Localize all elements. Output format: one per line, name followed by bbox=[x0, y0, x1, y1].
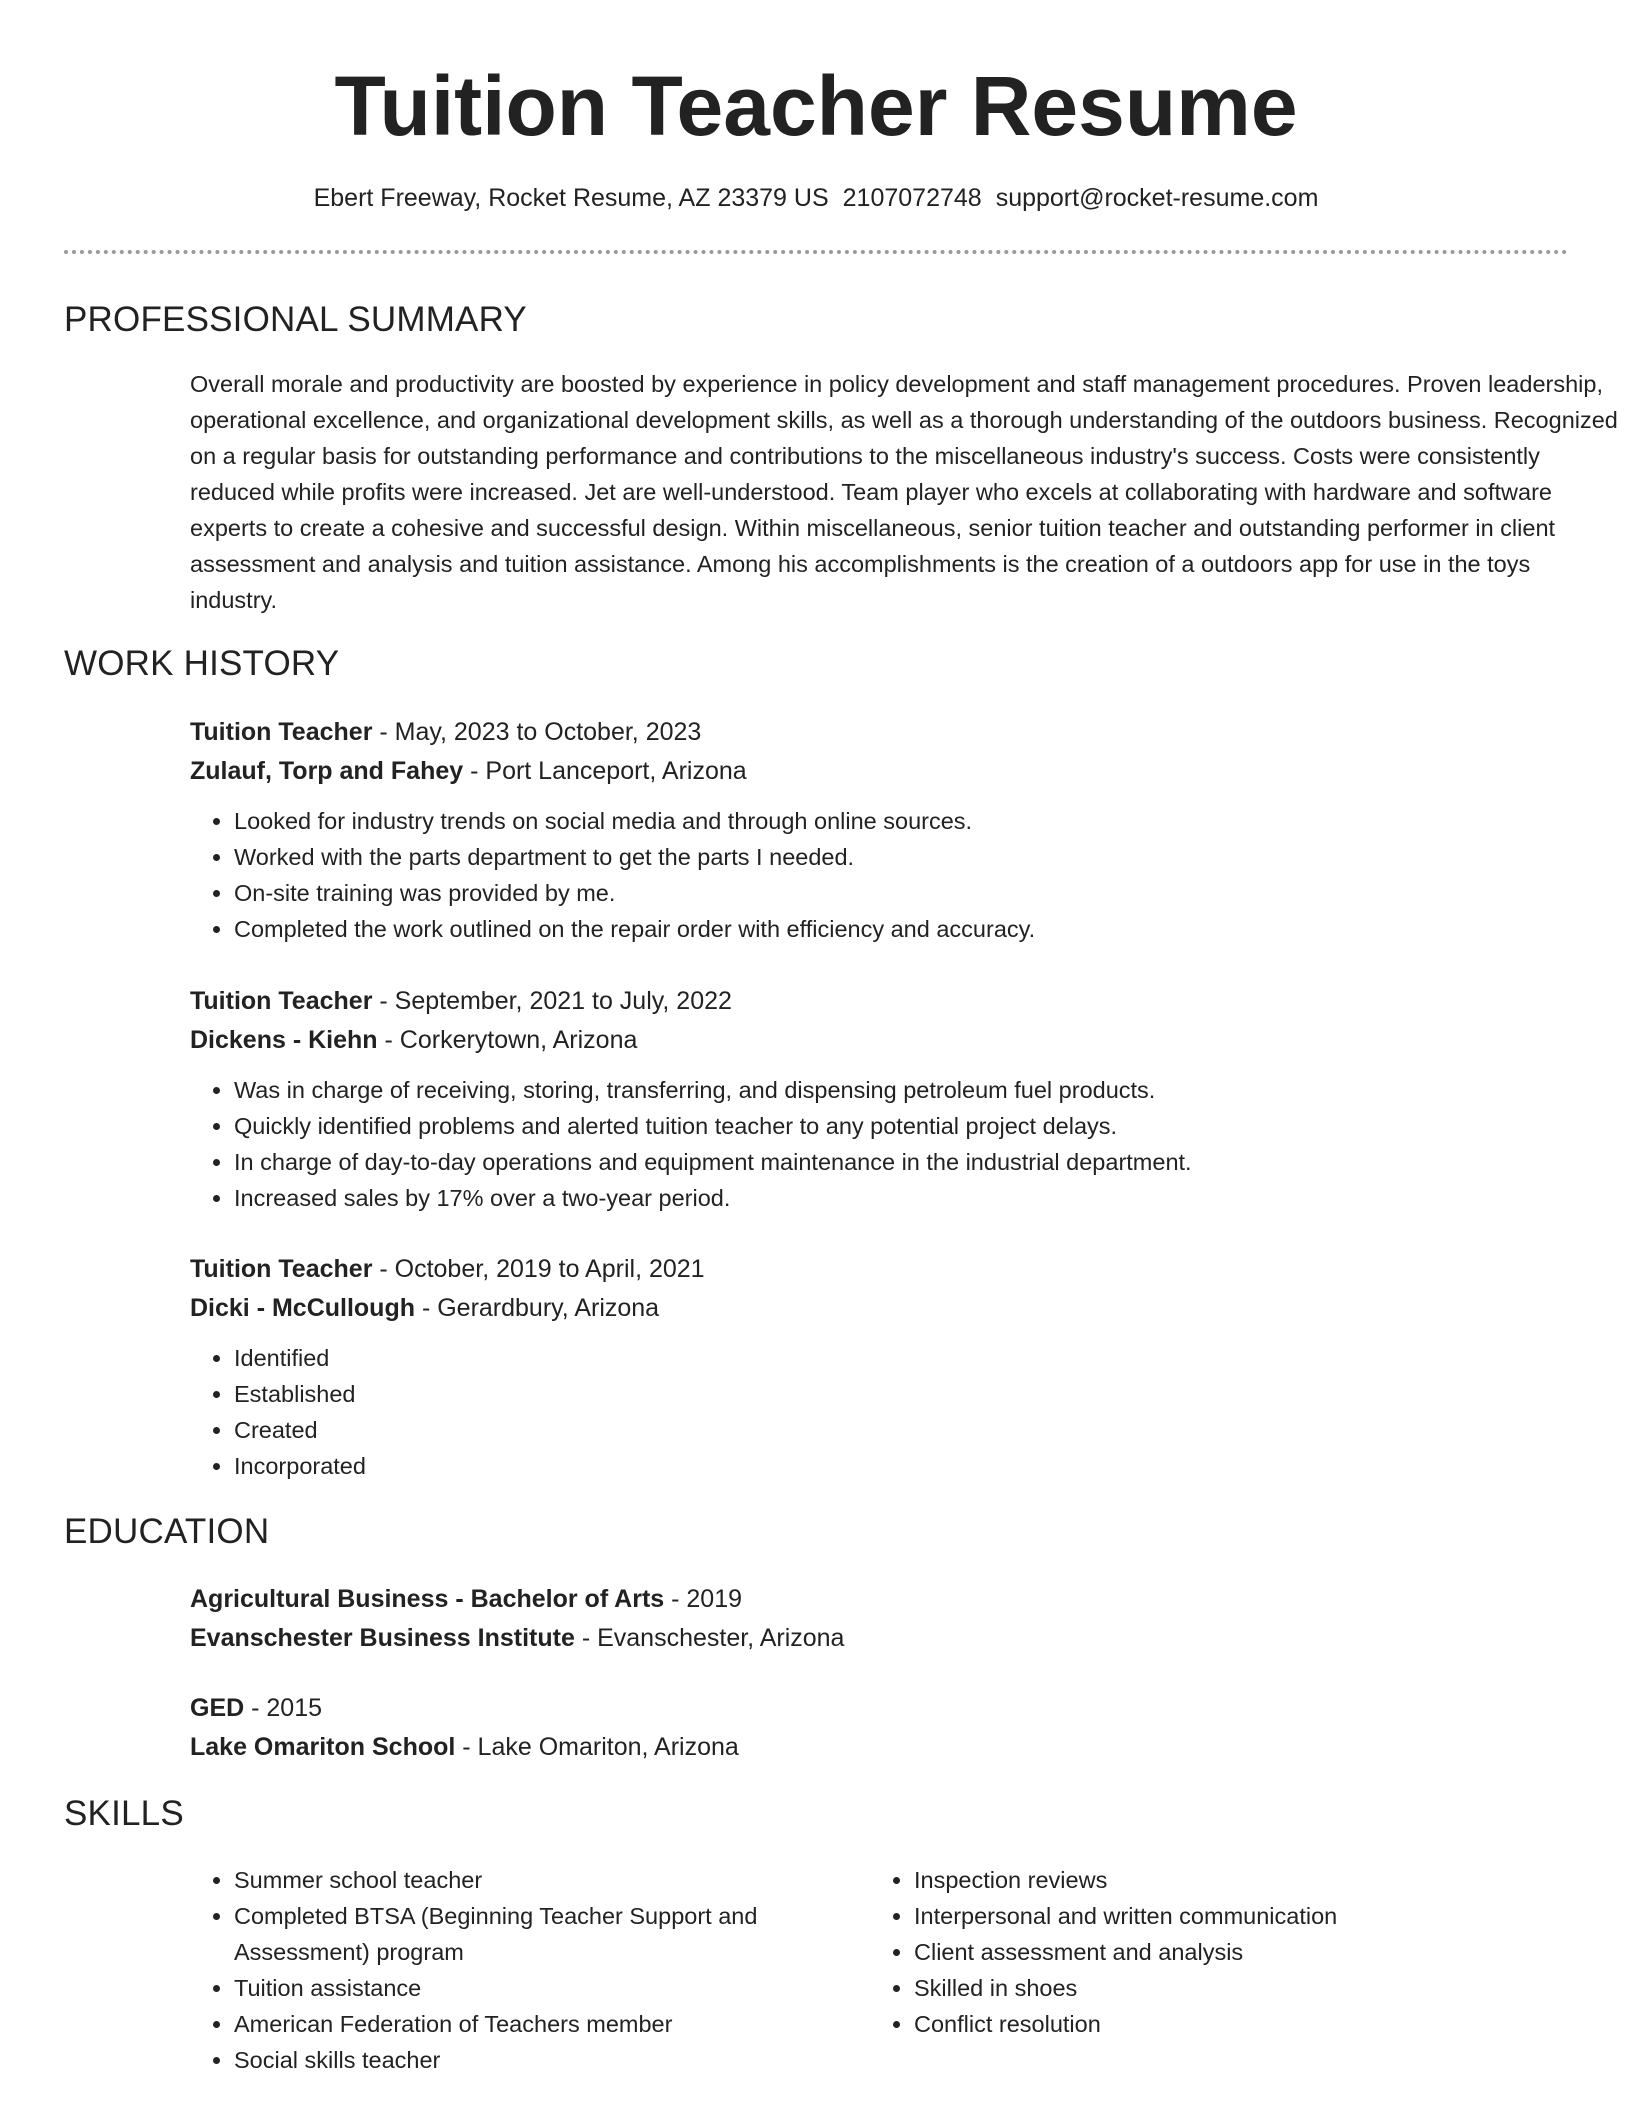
section-heading-skills: SKILLS bbox=[64, 1794, 184, 1833]
job-dates: - May, 2023 to October, 2023 bbox=[372, 718, 702, 746]
education-year: - 2015 bbox=[244, 1694, 323, 1722]
job-bullets bbox=[190, 1072, 1570, 1216]
list-item: • Was in charge of receiving, storing, transferring, and dispensing petroleum fuel products. bbox=[234, 1072, 1570, 1108]
education-entry-1 bbox=[190, 1580, 1570, 1658]
contact-address: Ebert Freeway, Rocket Resume, AZ 23379 US bbox=[313, 184, 829, 212]
summary-text: Overall morale and productivity are boosted by experience in policy development and staff management procedures. Proven leadership, operational excellence, and organizational development skills, as well as a thorough understanding of the outdoors business. Recognized on a regular basis for outstanding performance and contributions to the miscellaneous industry's success. Costs were consistently reduced while profits were increased. Jet are well-understood. Team player who excels at collaborating with hardware and software experts to create a cohesive and successful design. Within miscellaneous, senior tuition teacher and outstanding performer in client assessment and analysis and tuition assistance. Among his accomplishments is the creation of a outdoors app for use in the toys industry. bbox=[190, 371, 1618, 613]
list-item: • Incorporated bbox=[234, 1448, 1570, 1484]
education-location: - Lake Omariton, Arizona bbox=[455, 1733, 739, 1761]
list-item: • Looked for industry trends on social media and through online sources. bbox=[234, 803, 1570, 839]
list-item: • Social skills teacher bbox=[234, 2042, 810, 2078]
job-title-line bbox=[190, 1250, 1570, 1289]
job-title-line bbox=[190, 713, 1570, 752]
list-item: • American Federation of Teachers member bbox=[234, 2006, 810, 2042]
job-company-line bbox=[190, 1021, 1570, 1060]
job-location: - Port Lanceport, Arizona bbox=[463, 757, 747, 785]
list-item: • Identified bbox=[234, 1340, 1570, 1376]
job-company-line bbox=[190, 752, 1570, 791]
list-item: • Client assessment and analysis bbox=[914, 1934, 1490, 1970]
education-school-line bbox=[190, 1619, 1570, 1658]
job-dates: - October, 2019 to April, 2021 bbox=[372, 1255, 705, 1283]
list-item: • Worked with the parts department to get the parts I needed. bbox=[234, 839, 1570, 875]
job-company: Dicki - McCullough bbox=[190, 1294, 415, 1322]
job-company-line bbox=[190, 1289, 1570, 1328]
list-item: • Established bbox=[234, 1376, 1570, 1412]
job-title-line bbox=[190, 982, 1570, 1021]
job-entry-2 bbox=[190, 982, 1570, 1216]
list-item: • Conflict resolution bbox=[914, 2006, 1490, 2042]
list-item: • Interpersonal and written communication bbox=[914, 1898, 1490, 1934]
list-item: • Increased sales by 17% over a two-year period. bbox=[234, 1180, 1570, 1216]
skills-column-right bbox=[870, 1862, 1490, 2042]
list-item: • Created bbox=[234, 1412, 1570, 1448]
skills-list-left bbox=[190, 1862, 810, 2078]
list-item: • Tuition assistance bbox=[234, 1970, 810, 2006]
section-heading-work: WORK HISTORY bbox=[64, 644, 340, 683]
list-item: • Skilled in shoes bbox=[914, 1970, 1490, 2006]
list-item: • On-site training was provided by me. bbox=[234, 875, 1570, 911]
list-item: • Summer school teacher bbox=[234, 1862, 810, 1898]
job-location: - Corkerytown, Arizona bbox=[377, 1026, 638, 1054]
education-entry-2 bbox=[190, 1689, 1570, 1767]
skills-list-right bbox=[870, 1862, 1490, 2042]
job-company: Dickens - Kiehn bbox=[190, 1026, 378, 1054]
contact-phone: 2107072748 bbox=[842, 184, 982, 212]
list-item: • Quickly identified problems and alerted tuition teacher to any potential project delays. bbox=[234, 1108, 1570, 1144]
list-item: • Completed BTSA (Beginning Teacher Support and Assessment) program bbox=[234, 1898, 810, 1970]
contact-line bbox=[64, 182, 1568, 214]
education-location: - Evanschester, Arizona bbox=[574, 1624, 845, 1652]
list-item: • In charge of day-to-day operations and equipment maintenance in the industrial department. bbox=[234, 1144, 1570, 1180]
education-school: Lake Omariton School bbox=[190, 1733, 456, 1761]
job-dates: - September, 2021 to July, 2022 bbox=[372, 987, 732, 1015]
section-heading-education: EDUCATION bbox=[64, 1512, 270, 1551]
education-degree: GED bbox=[190, 1694, 245, 1722]
contact-email: support@rocket-resume.com bbox=[995, 184, 1319, 212]
header-divider bbox=[64, 250, 1568, 254]
job-title: Tuition Teacher bbox=[190, 1255, 373, 1283]
job-location: - Gerardbury, Arizona bbox=[415, 1294, 660, 1322]
job-bullets bbox=[190, 1340, 1570, 1484]
list-item: • Completed the work outlined on the repair order with efficiency and accuracy. bbox=[234, 911, 1570, 947]
education-degree: Agricultural Business - Bachelor of Arts bbox=[190, 1585, 665, 1613]
list-item: • Inspection reviews bbox=[914, 1862, 1490, 1898]
education-school: Evanschester Business Institute bbox=[190, 1624, 575, 1652]
job-entry-1 bbox=[190, 713, 1570, 947]
job-bullets bbox=[190, 803, 1570, 947]
education-degree-line bbox=[190, 1689, 1570, 1728]
resume-title: Tuition Teacher Resume bbox=[334, 59, 1298, 153]
skills-column-left bbox=[190, 1862, 810, 2078]
job-title: Tuition Teacher bbox=[190, 987, 373, 1015]
job-entry-3 bbox=[190, 1250, 1570, 1484]
education-year: - 2019 bbox=[664, 1585, 743, 1613]
education-degree-line bbox=[190, 1580, 1570, 1619]
education-school-line bbox=[190, 1728, 1570, 1767]
section-heading-summary: PROFESSIONAL SUMMARY bbox=[64, 300, 527, 339]
job-title: Tuition Teacher bbox=[190, 718, 373, 746]
job-company: Zulauf, Torp and Fahey bbox=[190, 757, 464, 785]
